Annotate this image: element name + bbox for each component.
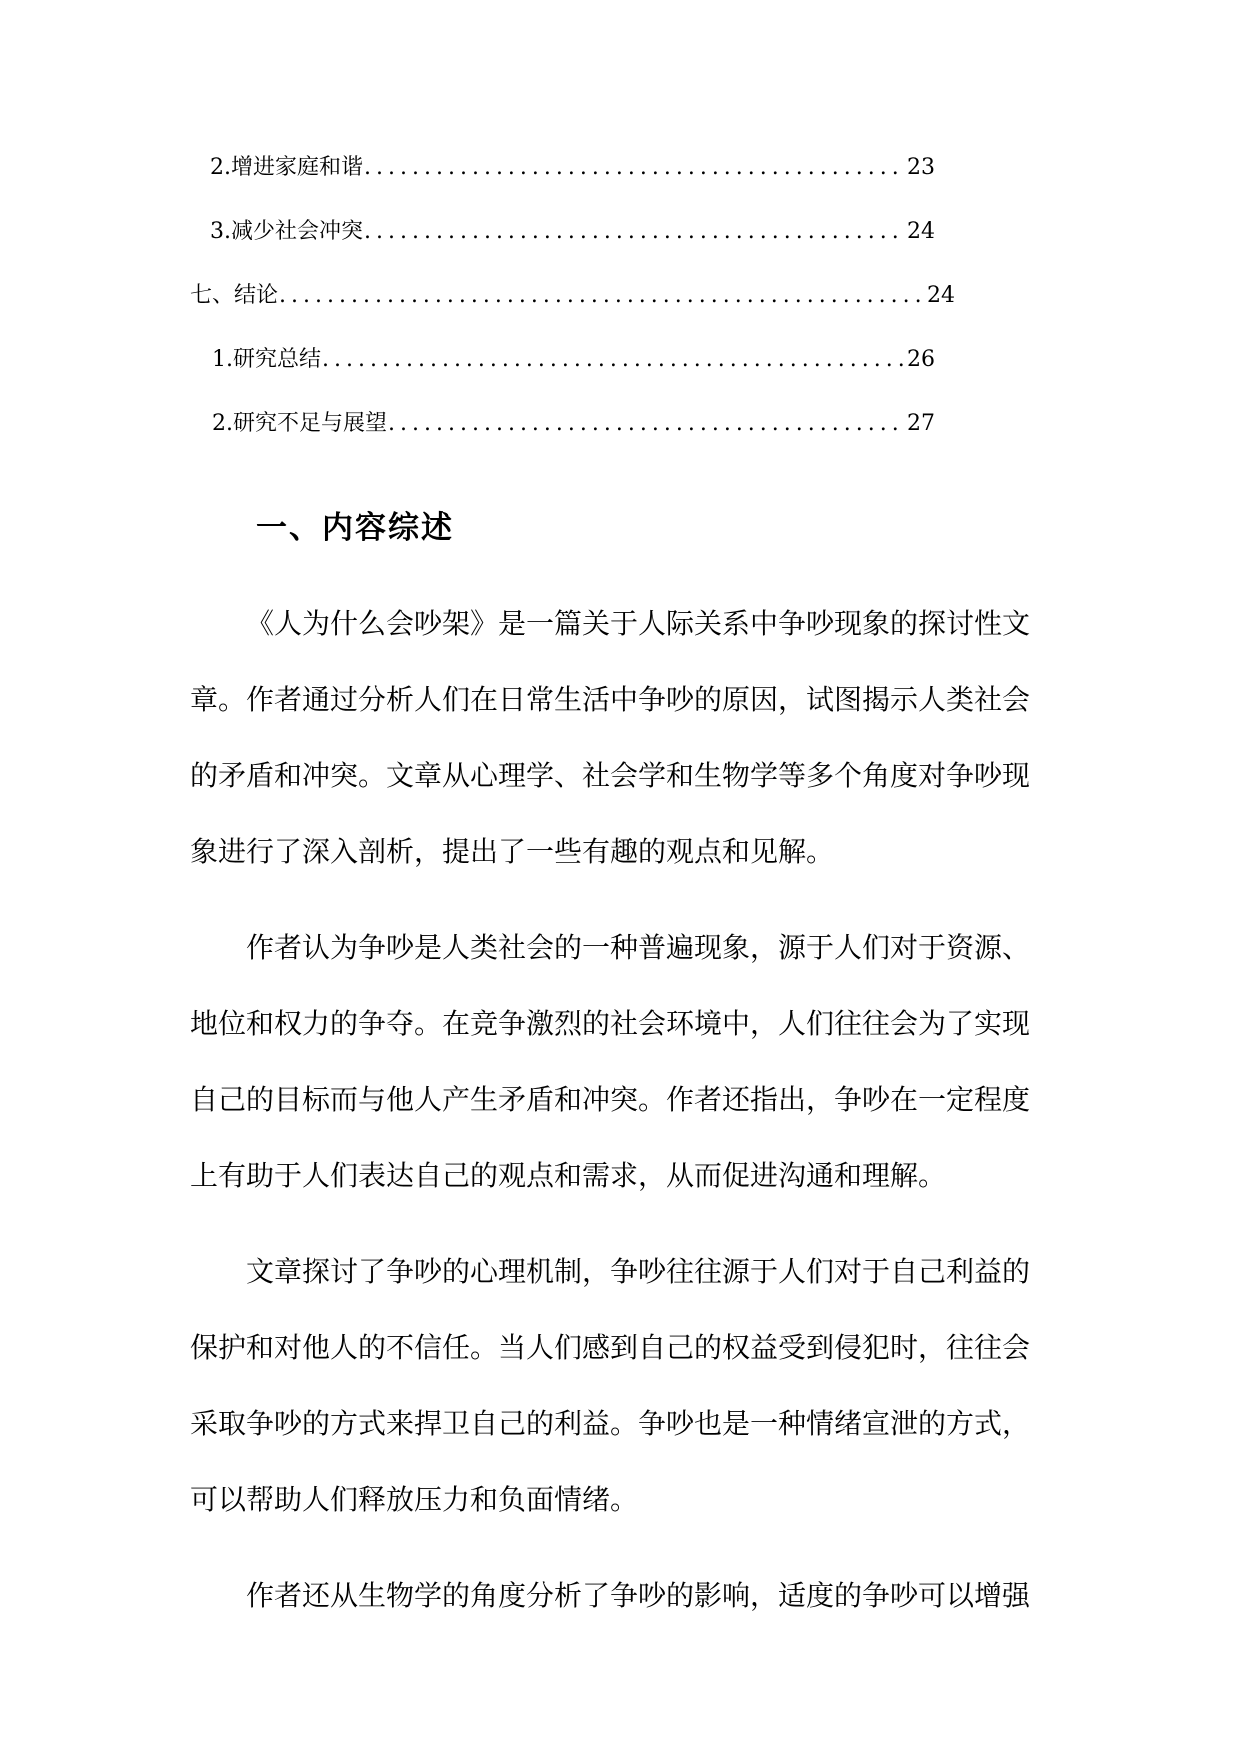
paragraph-line: 象进行了深入剖析，提出了一些有趣的观点和见解。 — [190, 835, 835, 868]
toc-entry[interactable] — [210, 212, 935, 252]
toc-entry-number: 3. — [210, 219, 231, 244]
paragraph — [190, 910, 1060, 1214]
toc-entry-title: 七、结论 — [190, 283, 279, 308]
toc-entry-title: 研究不足与展望 — [233, 411, 388, 436]
paragraph-line: 作者认为争吵是人类社会的一种普遍现象，源于人们对于资源、 — [246, 931, 1031, 964]
paragraph-line: 文章探讨了争吵的心理机制，争吵往往源于人们对于自己利益的 — [246, 1255, 1031, 1288]
toc-leader-dots — [388, 404, 904, 444]
toc-entry[interactable] — [190, 276, 955, 316]
toc-entry[interactable] — [212, 340, 935, 380]
toc-entry-title: 增进家庭和谐 — [231, 155, 364, 180]
toc-entry-page: 27 — [907, 411, 935, 436]
toc-entry-number: 1. — [212, 347, 233, 372]
paragraph — [190, 1234, 1060, 1538]
paragraph-line: 作者还从生物学的角度分析了争吵的影响，适度的争吵可以增强 — [246, 1579, 1031, 1612]
toc-leader-dots — [322, 340, 904, 380]
paragraph-line: 自己的目标而与他人产生矛盾和冲突。作者还指出，争吵在一定程度 — [190, 1083, 1031, 1116]
toc-entry-number: 2. — [212, 411, 233, 436]
toc-leader-dots — [364, 148, 904, 188]
paragraph-line: 可以帮助人们释放压力和负面情绪。 — [190, 1483, 639, 1516]
toc-leader-dots — [364, 212, 904, 252]
paragraph-line: 保护和对他人的不信任。当人们感到自己的权益受到侵犯时，往往会 — [190, 1331, 1031, 1364]
toc-entry-page: 24 — [927, 283, 955, 308]
section-heading: 一、内容综述 — [256, 510, 454, 546]
toc-entry-page: 26 — [907, 347, 935, 372]
body-text — [190, 586, 1060, 1654]
toc-leader-dots — [279, 276, 924, 316]
paragraph-line: 采取争吵的方式来捍卫自己的利益。争吵也是一种情绪宣泄的方式， — [190, 1407, 1031, 1440]
toc-entry-number: 2. — [210, 155, 231, 180]
toc-entry-title: 研究总结 — [233, 347, 322, 372]
toc-entry-title: 减少社会冲突 — [231, 219, 364, 244]
paragraph-line: 章。作者通过分析人们在日常生活中争吵的原因，试图揭示人类社会 — [190, 683, 1031, 716]
paragraph — [190, 586, 1060, 890]
toc-entry-page: 24 — [907, 219, 935, 244]
paragraph-line: 地位和权力的争夺。在竞争激烈的社会环境中，人们往往会为了实现 — [190, 1007, 1031, 1040]
paragraph-line: 上有助于人们表达自己的观点和需求，从而促进沟通和理解。 — [190, 1159, 947, 1192]
paragraph-line: 的矛盾和冲突。文章从心理学、社会学和生物学等多个角度对争吵现 — [190, 759, 1031, 792]
toc-entry[interactable] — [210, 148, 935, 188]
paragraph — [190, 1558, 1060, 1634]
toc-entry[interactable] — [212, 404, 935, 444]
toc-entry-page: 23 — [907, 155, 935, 180]
paragraph-line: 《人为什么会吵架》是一篇关于人际关系中争吵现象的探讨性文 — [246, 607, 1031, 640]
